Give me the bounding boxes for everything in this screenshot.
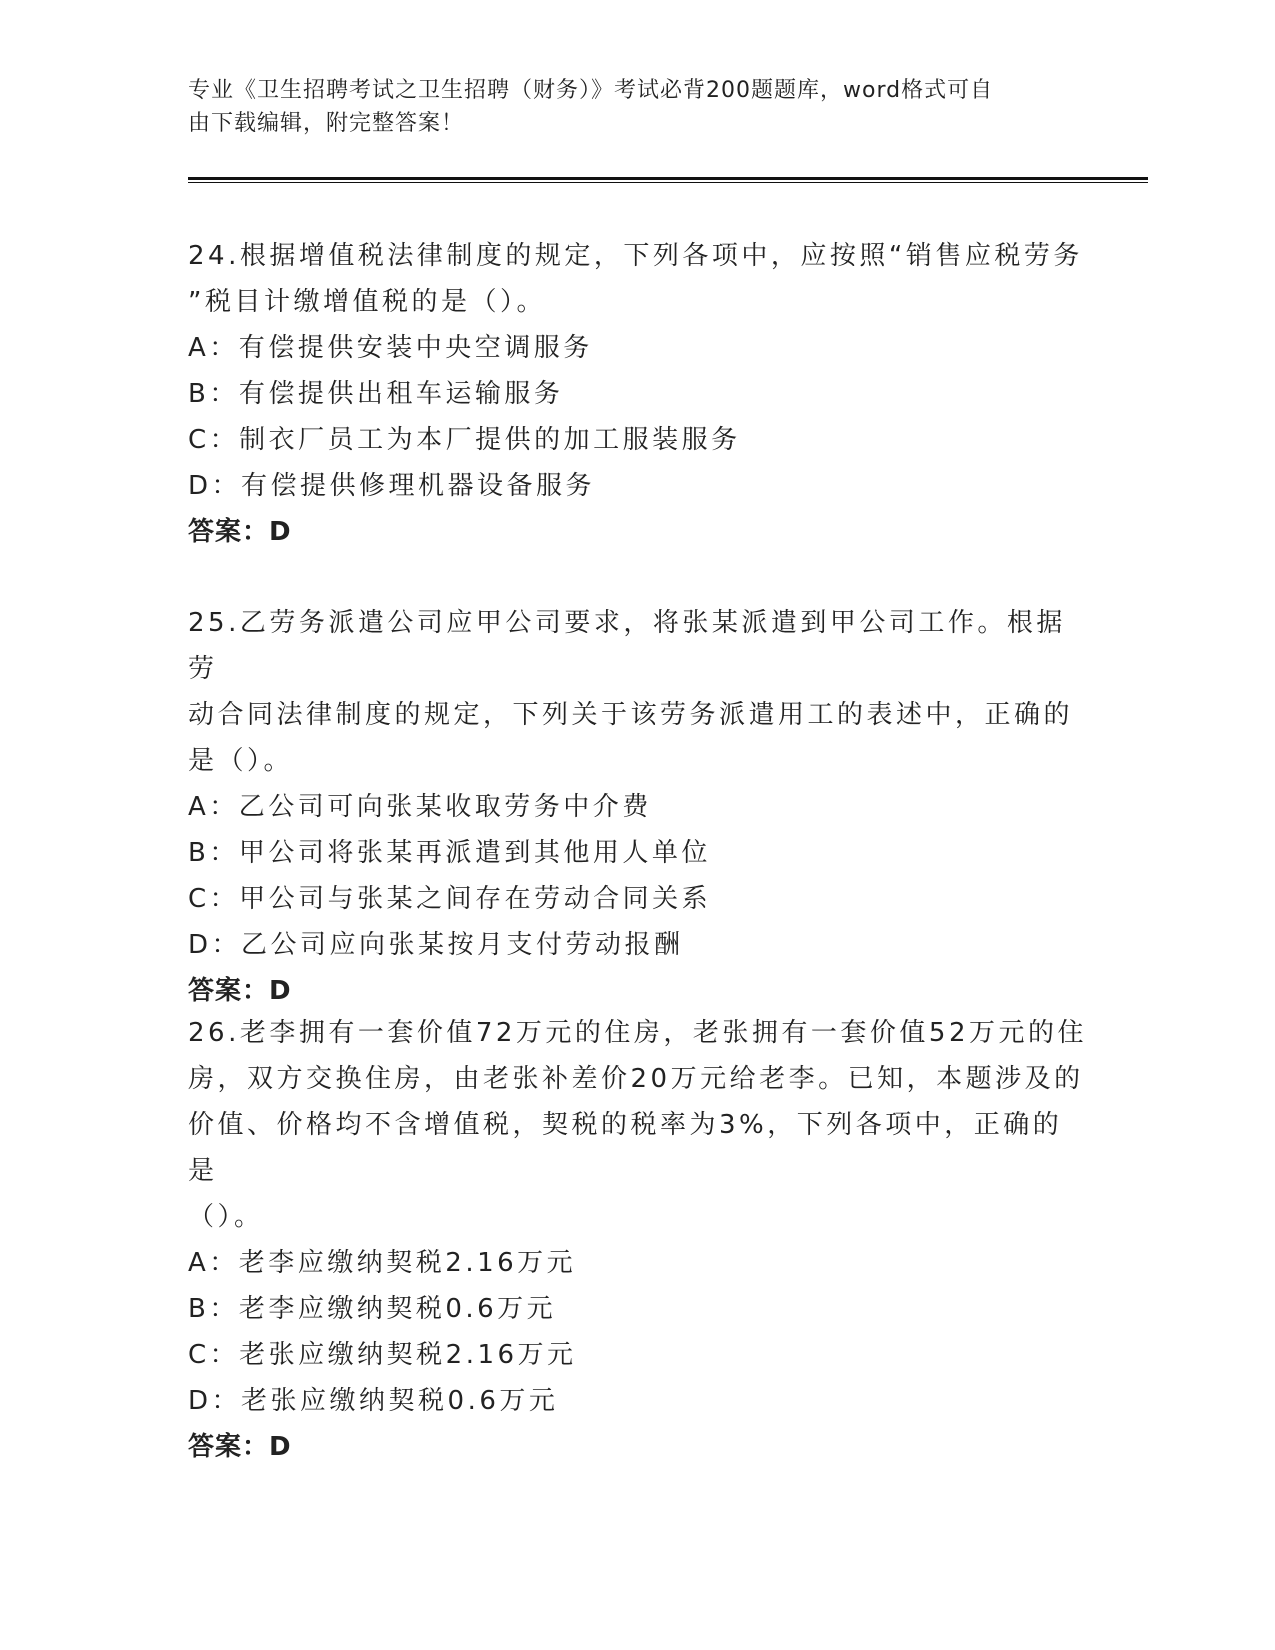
option-d: D：有偿提供修理机器设备服务 bbox=[188, 471, 596, 501]
stem-line: （）。 bbox=[188, 1202, 264, 1232]
stem-line: 动合同法律制度的规定，下列关于该劳务派遣用工的表述中，正确的 bbox=[188, 700, 1074, 730]
answer-line bbox=[188, 509, 1088, 555]
question-stem bbox=[188, 233, 1088, 325]
answer-line bbox=[188, 1424, 1088, 1470]
answer-value: D bbox=[269, 517, 292, 547]
option-c: C：老张应缴纳契税2.16万元 bbox=[188, 1340, 577, 1370]
option-c: C：制衣厂员工为本厂提供的加工服装服务 bbox=[188, 425, 741, 455]
question-26 bbox=[188, 1010, 1088, 1470]
answer-label: 答案： bbox=[188, 976, 270, 1006]
option-d: D：乙公司应向张某按月支付劳动报酬 bbox=[188, 930, 684, 960]
option-b: B：有偿提供出租车运输服务 bbox=[188, 379, 564, 409]
question-24 bbox=[188, 233, 1088, 555]
option-c: C：甲公司与张某之间存在劳动合同关系 bbox=[188, 884, 712, 914]
option-a: A：有偿提供安装中央空调服务 bbox=[188, 333, 593, 363]
answer-line bbox=[188, 968, 1088, 1014]
answer-label: 答案： bbox=[188, 1432, 270, 1462]
header-line-1: 专业《卫生招聘考试之卫生招聘（财务）》考试必背200题题库，word格式可自 bbox=[188, 78, 994, 103]
stem-line: 24.根据增值税法律制度的规定，下列各项中，应按照“销售应税劳务 bbox=[188, 241, 1083, 271]
stem-line: 26.老李拥有一套价值72万元的住房，老张拥有一套价值52万元的住 bbox=[188, 1018, 1088, 1048]
option-d: D：老张应缴纳契税0.6万元 bbox=[188, 1386, 559, 1416]
document-header bbox=[188, 74, 1068, 140]
question-25 bbox=[188, 600, 1088, 1014]
header-divider-thick bbox=[188, 177, 1148, 180]
question-stem bbox=[188, 600, 1088, 784]
answer-value: D bbox=[269, 1432, 292, 1462]
header-divider-thin bbox=[188, 182, 1148, 183]
option-b: B：甲公司将张某再派遣到其他用人单位 bbox=[188, 838, 711, 868]
stem-line: 25.乙劳务派遣公司应甲公司要求，将张某派遣到甲公司工作。根据劳 bbox=[188, 608, 1066, 684]
stem-line: 房，双方交换住房，由老张补差价20万元给老李。已知，本题涉及的 bbox=[188, 1064, 1084, 1094]
stem-line: ”税目计缴增值税的是（）。 bbox=[188, 287, 546, 317]
question-stem bbox=[188, 1010, 1088, 1240]
answer-label: 答案： bbox=[188, 517, 270, 547]
option-a: A：乙公司可向张某收取劳务中介费 bbox=[188, 792, 652, 822]
option-a: A：老李应缴纳契税2.16万元 bbox=[188, 1248, 577, 1278]
option-b: B：老李应缴纳契税0.6万元 bbox=[188, 1294, 557, 1324]
header-line-2: 由下载编辑，附完整答案！ bbox=[188, 111, 465, 136]
stem-line: 是（）。 bbox=[188, 746, 294, 776]
answer-value: D bbox=[269, 976, 292, 1006]
stem-line: 价值、价格均不含增值税，契税的税率为3%，下列各项中，正确的是 bbox=[188, 1110, 1063, 1186]
